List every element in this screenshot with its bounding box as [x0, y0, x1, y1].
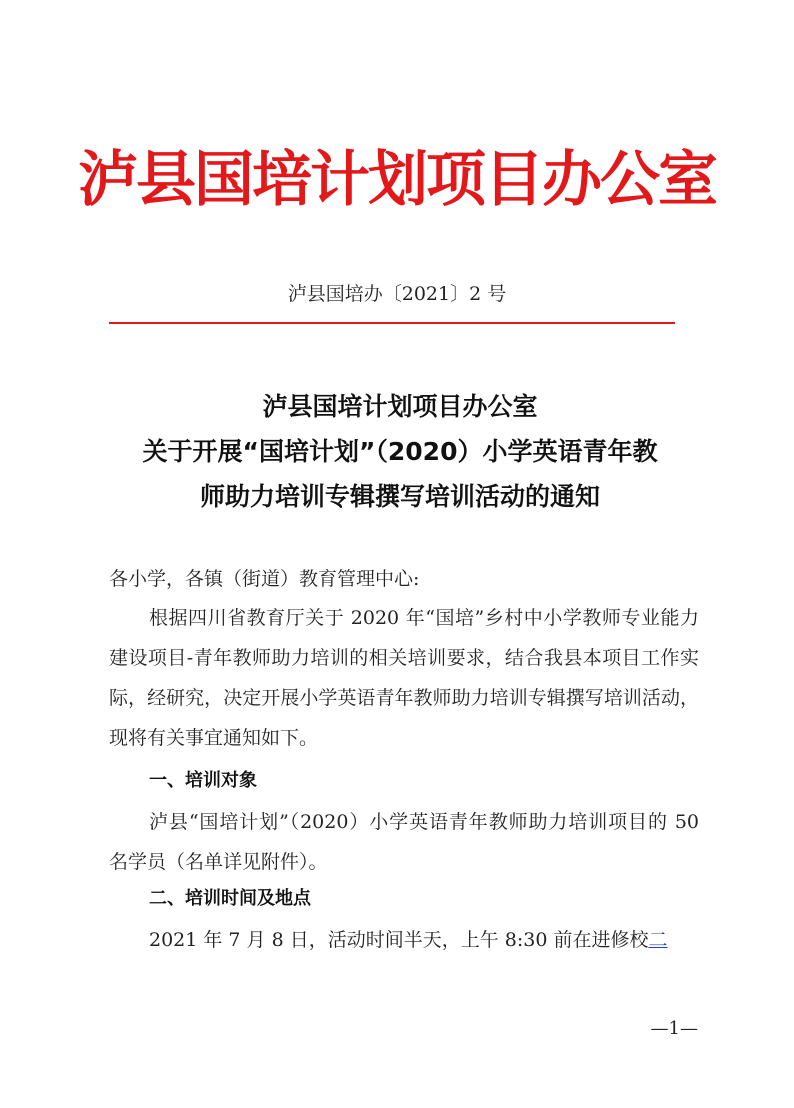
document-title	[100, 384, 700, 519]
section-2-line	[109, 920, 699, 960]
section-2-paragraph	[109, 920, 699, 960]
section-1-heading: 一、培训对象	[149, 770, 257, 791]
hyperlink-text[interactable]: 二	[648, 929, 668, 951]
title-line-2: 关于开展“国培计划”（2020）小学英语青年教	[142, 437, 658, 466]
intro-paragraph	[109, 598, 699, 758]
title-line-1: 泸县国培计划项目办公室	[262, 392, 538, 421]
title-line-3: 师助力培训专辑撰写培训活动的通知	[199, 482, 600, 511]
section-1-paragraph	[109, 802, 699, 882]
issuer-masthead: 泸县国培计划项目办公室	[78, 145, 716, 215]
red-divider-line	[109, 322, 675, 324]
section-1-text: 泸县“国培计划”（2020）小学英语青年教师助力培训项目的 50 名学员（名单详见附件）。	[109, 811, 699, 873]
page-number: —1—	[650, 1018, 698, 1039]
section-2-text: 2021 年 7 月 8 日，活动时间半天，上午 8:30 前在进修校	[149, 929, 649, 951]
document-number: 泸县国培办〔2021〕2 号	[287, 283, 507, 305]
section-2-heading: 二、培训时间及地点	[149, 888, 311, 909]
intro-text: 根据四川省教育厅关于 2020 年“国培”乡村中小学教师专业能力建设项目-青年教师助力培训的相关培训要求，结合我县本项目工作实际，经研究，决定开展小学英语青年教师助力培训专辑撰写培训活动，现将有关事宜通知如下。	[109, 607, 699, 749]
salutation: 各小学，各镇（街道）教育管理中心:	[109, 568, 420, 590]
